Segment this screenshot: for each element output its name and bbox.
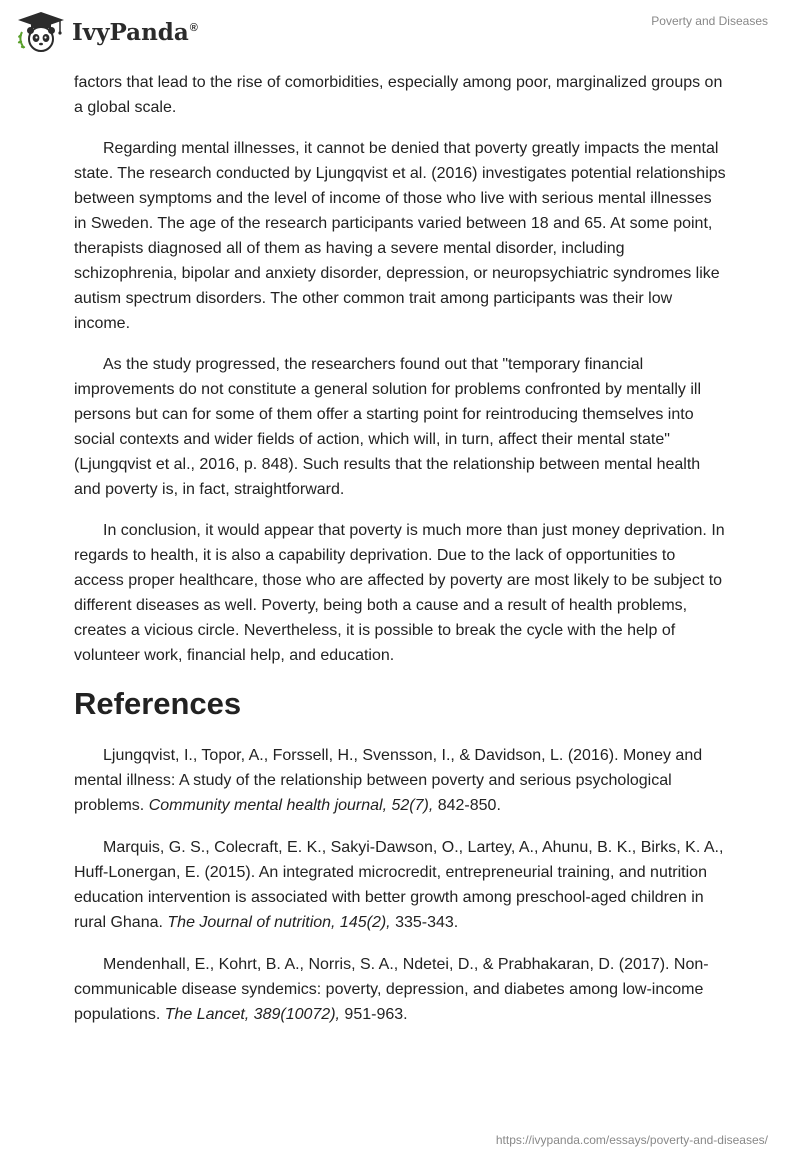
document-title: Poverty and Diseases — [651, 14, 768, 28]
paragraph-conclusion: In conclusion, it would appear that poverty is much more than just money deprivation. In regards to health, it is also a capability deprivation. Due to the lack of opportunities to access proper healthcare, those who are affected by poverty are most likely to be subject to different diseases as well. Poverty, being both a cause and a result of health problems, creates a vicious circle. Nevertheless, it is possible to break the cycle with the help of volunteer work, financial help, and education. — [74, 522, 725, 664]
reference-text: Marquis, G. S., Colecraft, E. K., Sakyi-Dawson, O., Lartey, A., Ahunu, B. K., Birks, K. A., Huff-Lonergan, E. (2015). An integrated microcredit, entrepreneurial training, and nutrition education intervention is associated with better growth among preschool-aged children in rural Ghana. — [74, 839, 724, 931]
brand-name: IvyPanda® — [72, 18, 198, 46]
reference-pages: 951-963. — [339, 1006, 408, 1023]
reference-item — [74, 952, 726, 1027]
page-header — [0, 0, 800, 60]
ivypanda-logo[interactable] — [14, 10, 198, 54]
reference-source: The Lancet, 389(10072), — [164, 1006, 340, 1023]
reference-item — [74, 835, 726, 935]
reference-text: Mendenhall, E., Kohrt, B. A., Norris, S. A., Ndetei, D., & Prabhakaran, D. (2017). Non-communicable disease syndemics: poverty, depression, and diabetes among low-income populations. — [74, 956, 709, 1023]
reference-pages: 335-343. — [390, 914, 459, 931]
panda-graduate-icon — [14, 10, 68, 54]
paragraph-study-findings: As the study progressed, the researchers found out that "temporary financial improvements do not constitute a general solution for problems confronted by mentally ill persons but can for some of them offer a starting point for reintroducing themselves into social contexts and wider fields of action, which will, in turn, affect their mental state" (Ljungqvist et al., 2016, p. 848). Such results that the relationship between mental health and poverty is, in fact, straightforward. — [74, 356, 701, 498]
essay-content — [74, 70, 726, 1044]
source-url[interactable]: https://ivypanda.com/essays/poverty-and-diseases/ — [495, 1133, 768, 1147]
reference-pages: 842-850. — [433, 797, 501, 814]
paragraph-continuation: factors that lead to the rise of comorbidities, especially among poor, marginalized groups on a global scale. — [74, 74, 723, 116]
reference-source: Community mental health journal, 52(7), — [148, 797, 434, 814]
paragraph-mental-illness: Regarding mental illnesses, it cannot be denied that poverty greatly impacts the mental state. The research conducted by Ljungqvist et al. (2016) investigates potential relationships between symptoms and the level of income of those who live with serious mental illnesses in Sweden. The age of the research participants varied between 18 and 65. At some point, therapists diagnosed all of them as having a severe mental disorder, including schizophrenia, bipolar and anxiety disorder, depression, or neuropsychiatric syndromes like autism spectrum disorders. The other common trait among participants was their low income. — [74, 140, 726, 332]
reference-text: Ljungqvist, I., Topor, A., Forssell, H., Svensson, I., & Davidson, L. (2016). Money and mental illness: A study of the relationship between poverty and serious psychological problems. — [74, 747, 703, 814]
registered-mark: ® — [189, 21, 198, 34]
reference-item — [74, 743, 726, 818]
reference-source: The Journal of nutrition, 145(2), — [167, 914, 391, 931]
references-heading: References — [74, 686, 242, 721]
